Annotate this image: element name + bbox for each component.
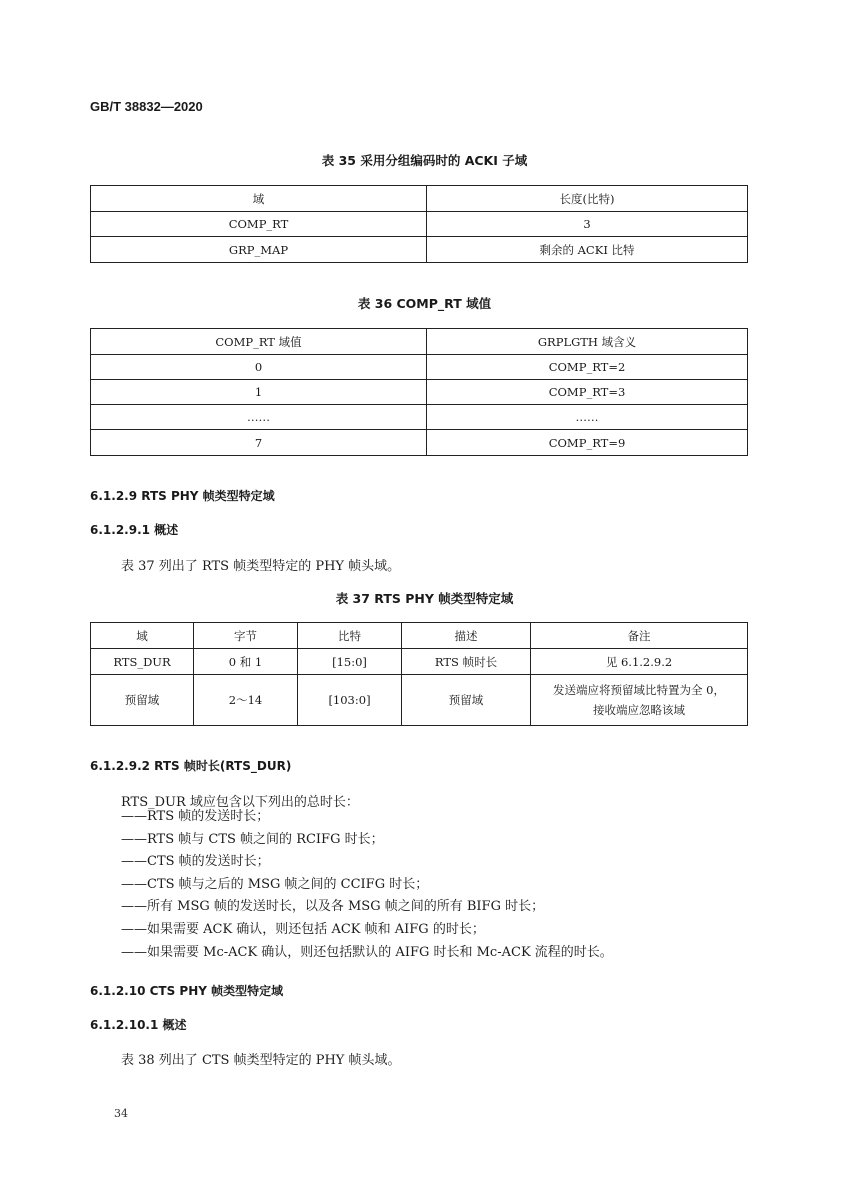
list-item: ——所有 MSG 帧的发送时长，以及各 MSG 帧之间的所有 BIFG 时长； [121, 899, 545, 915]
table-row [91, 675, 748, 726]
standard-number: GB/T 38832—2020 [90, 99, 203, 114]
table-header-cell: GRPLGTH 域含义 [427, 329, 748, 355]
table-header-cell: 字节 [194, 623, 298, 649]
section-heading-6-1-2-10: 6.1.2.10 CTS PHY 帧类型特定域 [90, 984, 284, 998]
duration-list [121, 806, 613, 964]
table-cell: RTS_DUR [91, 649, 194, 675]
table-cell: 预留域 [91, 675, 194, 726]
table-row [91, 237, 748, 263]
section-heading-6-1-2-9-1: 6.1.2.9.1 概述 [90, 523, 179, 537]
table-cell: RTS 帧时长 [402, 649, 531, 675]
table-header-cell: 域 [91, 186, 427, 212]
table-cell: COMP_RT=9 [427, 430, 748, 456]
table-cell: …… [427, 405, 748, 430]
table-header-cell: 长度(比特) [427, 186, 748, 212]
table-header-cell: 域 [91, 623, 194, 649]
table-cell: 7 [91, 430, 427, 456]
table-cell: GRP_MAP [91, 237, 427, 263]
table35 [90, 185, 748, 263]
table-cell: 见 6.1.2.9.2 [531, 649, 748, 675]
list-item: ——RTS 帧的发送时长； [121, 809, 270, 824]
section-heading-6-1-2-10-1: 6.1.2.10.1 概述 [90, 1018, 187, 1032]
table-header-cell: COMP_RT 域值 [91, 329, 427, 355]
table-row [91, 405, 748, 430]
list-item: ——如果需要 ACK 确认，则还包括 ACK 帧和 AIFG 的时长； [121, 921, 485, 937]
table-header-row [91, 623, 748, 649]
table-row [91, 355, 748, 380]
table-cell: 0 和 1 [194, 649, 298, 675]
duration-intro: RTS_DUR 域应包含以下列出的总时长： [121, 795, 359, 810]
table-cell: 0 [91, 355, 427, 380]
table37 [90, 622, 748, 726]
cts-overview-paragraph: 表 38 列出了 CTS 帧类型特定的 PHY 帧头域。 [121, 1053, 401, 1068]
table-row [91, 649, 748, 675]
table-header-row [91, 329, 748, 355]
table36 [90, 328, 748, 456]
table36-caption: 表 36 COMP_RT 域值 [357, 296, 492, 311]
table-cell: 预留域 [402, 675, 531, 726]
table-cell: COMP_RT=2 [427, 355, 748, 380]
table37-caption: 表 37 RTS PHY 帧类型特定域 [335, 591, 514, 606]
table-header-row [91, 186, 748, 212]
table-cell: COMP_RT [91, 212, 427, 237]
table-cell: [15:0] [298, 649, 402, 675]
table-header-cell: 描述 [402, 623, 531, 649]
table-row [91, 212, 748, 237]
section-heading-6-1-2-9: 6.1.2.9 RTS PHY 帧类型特定域 [90, 489, 275, 503]
table-row [91, 430, 748, 456]
table-header-cell: 备注 [531, 623, 748, 649]
list-item: ——CTS 帧与之后的 MSG 帧之间的 CCIFG 时长； [121, 876, 429, 892]
list-item: ——RTS 帧与 CTS 帧之间的 RCIFG 时长； [121, 831, 384, 847]
page-number: 34 [114, 1107, 128, 1120]
table-cell: [103:0] [298, 675, 402, 726]
table35-caption: 表 35 采用分组编码时的 ACKI 子域 [321, 153, 528, 168]
section-heading-6-1-2-9-2: 6.1.2.9.2 RTS 帧时长(RTS_DUR) [90, 759, 292, 773]
table-row [91, 380, 748, 405]
table-cell: COMP_RT=3 [427, 380, 748, 405]
overview-paragraph: 表 37 列出了 RTS 帧类型特定的 PHY 帧头域。 [121, 559, 401, 574]
table-cell: 剩余的 ACKI 比特 [427, 237, 748, 263]
table-cell: 发送端应将预留域比特置为全 0， 接收端应忽略该域 [531, 675, 748, 726]
table-cell: …… [91, 405, 427, 430]
list-item: ——如果需要 Mc-ACK 确认，则还包括默认的 AIFG 时长和 Mc-ACK 流程的时长。 [121, 944, 613, 960]
table-cell: 3 [427, 212, 748, 237]
table-cell: 2～14 [194, 675, 298, 726]
table-cell: 1 [91, 380, 427, 405]
table-header-cell: 比特 [298, 623, 402, 649]
list-item: ——CTS 帧的发送时长； [121, 854, 270, 870]
